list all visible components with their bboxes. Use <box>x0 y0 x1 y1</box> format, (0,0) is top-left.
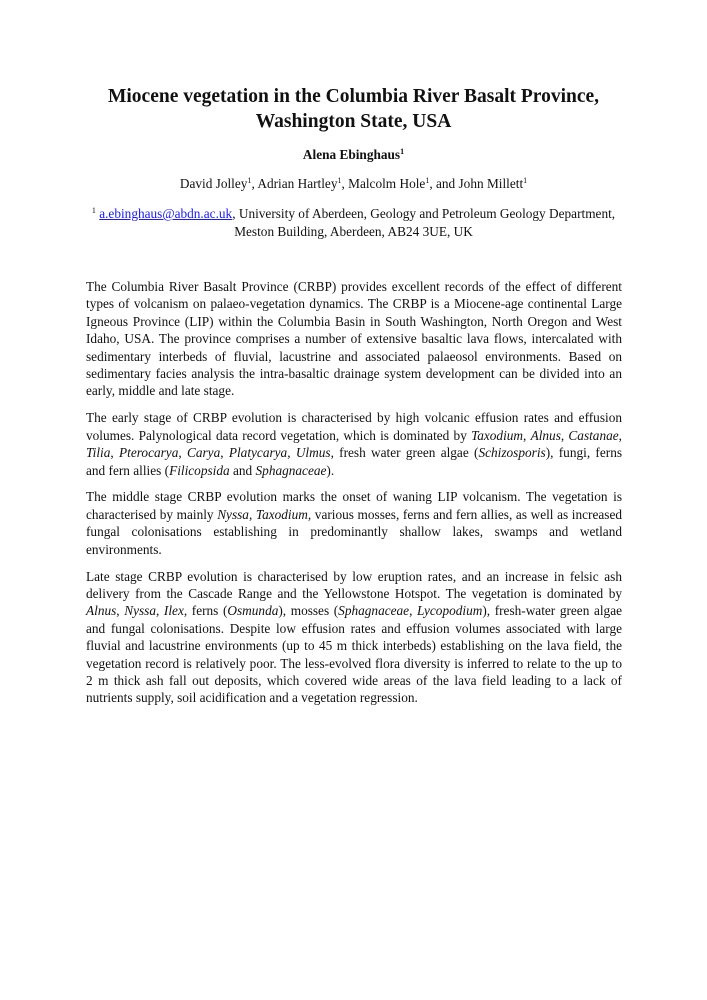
paragraph-text: , <box>523 427 531 443</box>
taxon-name: Alnus <box>530 427 561 443</box>
affiliation-block <box>40 205 667 241</box>
coauthor-list <box>0 176 707 192</box>
title-line-2: Washington State, USA <box>255 111 452 132</box>
paragraph-text: , <box>178 445 187 461</box>
taxon-name: Filicopsida <box>169 462 230 478</box>
paragraph-text: , ferns ( <box>183 603 228 619</box>
taxon-name: Ilex <box>163 603 184 619</box>
paragraph-text: , <box>156 603 164 619</box>
body-paragraph <box>86 488 622 558</box>
paragraph-text: , <box>409 603 417 619</box>
taxon-name: Sphagnaceae <box>255 462 327 478</box>
taxon-name: Carya <box>186 445 221 461</box>
paragraph-text: The middle stage CRBP evolution marks the onset of waning LIP volcanism. The vegetation is characterised by mainly <box>86 489 622 522</box>
email-link[interactable]: a.ebinghaus@abdn.ac.uk <box>99 206 233 221</box>
taxon-name: Platycarya <box>228 445 288 461</box>
taxon-name: Alnus <box>86 603 117 619</box>
paragraph-text: , various mosses, ferns and fern allies, as well as increased fungal colonisations establishing in predominantly shallow lakes, swamps and wetland environments. <box>86 506 622 557</box>
paragraph-text: and <box>229 462 256 478</box>
taxon-name: Taxodium <box>471 427 524 443</box>
paragraph-text: The Columbia River Basalt Province (CRBP) provides excellent records of the effect of different types of volcanism on palaeo-vegetation dynamics. The CRBP is a Miocene-age continental Large Igneous Province (LIP) within the Columbia Basin in South Washington, North Oregon and West Idaho, USA. The province comprises a number of extensive basaltic lava flows, intercalated with sedimentary interbeds of fluvial, lacustrine and associated palaeosol environments. Based on sedimentary facies analysis the intra-basaltic drainage system development can be divided into an early, middle and late stage. <box>86 279 622 399</box>
coauthor: Malcolm Hole$^1$, and <box>348 176 459 191</box>
paragraph-text: , <box>116 603 125 619</box>
taxon-name: Ulmus <box>295 445 331 461</box>
lead-author-name: Alena Ebinghaus <box>302 147 401 162</box>
lead-author-affiliation-mark: 1 <box>400 147 405 156</box>
paragraph-text: ). <box>326 462 335 478</box>
paragraph-text: , fresh water green algae ( <box>330 445 479 461</box>
affiliation-mark: 1 <box>91 206 96 215</box>
coauthor: Adrian Hartley$^1$, <box>257 176 349 191</box>
taxon-name: Lycopodium <box>417 603 483 619</box>
affiliation-line-1: , University of Aberdeen, Geology and Petroleum Geology Department, <box>232 206 616 221</box>
paragraph-text: , <box>618 427 622 443</box>
coauthor: John Millett$^1$ <box>458 176 528 191</box>
paragraph-text: ), fungi, ferns and fern allies ( <box>86 445 623 478</box>
title-line-1: Miocene vegetation in the Columbia River Basalt Province, <box>107 86 600 107</box>
taxon-name: Sphagnaceae <box>338 603 410 619</box>
paper-title <box>60 84 647 134</box>
paragraph-text: Late stage CRBP evolution is characterised by low eruption rates, and an increase in felsic ash delivery from the Cascade Range and the Yellowstone Hotspot. The vegetation is dominated by <box>86 568 622 601</box>
lead-author <box>0 147 707 163</box>
paragraph-text: , <box>248 506 256 522</box>
paragraph-text: The early stage of CRBP evolution is characterised by high volcanic effusion rates and effusion volumes. Palynological data record vegetation, which is dominated by <box>86 410 622 443</box>
taxon-name: Nyssa <box>124 603 156 619</box>
paragraph-text: ), fresh-water green algae and fungal colonisations. Despite low effusion rates and effusion volumes associated with large fluvial and lacustrine environments (up to 45 m thick interbeds) establishing on the lava field, the vegetation record is relatively poor. The less-evolved flora diversity is inferred to relate to the up to 2 m thick ash fall out deposits, which covered wide areas of the lava field leading to a lack of nutrients supply, soil acidification and a vegetation regression. <box>86 603 622 706</box>
taxon-name: Pterocarya <box>119 445 179 461</box>
body-paragraph <box>86 568 622 707</box>
paragraph-text: , <box>110 445 120 461</box>
paragraph-text: , <box>560 427 569 443</box>
body-paragraph <box>86 409 622 479</box>
taxon-name: Schizosporis <box>478 445 546 461</box>
taxon-name: Taxodium <box>255 506 308 522</box>
paragraph-text: ), mosses ( <box>278 603 339 619</box>
taxon-name: Castanae <box>568 427 619 443</box>
affiliation-line-2: Meston Building, Aberdeen, AB24 3UE, UK <box>234 224 473 239</box>
paragraph-text: , <box>287 445 296 461</box>
body-paragraph <box>86 278 622 400</box>
taxon-name: Tilia <box>86 445 111 461</box>
paragraph-text: , <box>220 445 229 461</box>
abstract-body <box>86 278 622 716</box>
taxon-name: Nyssa <box>217 506 249 522</box>
coauthor: David Jolley$^1$, <box>179 176 258 191</box>
taxon-name: Osmunda <box>227 603 279 619</box>
